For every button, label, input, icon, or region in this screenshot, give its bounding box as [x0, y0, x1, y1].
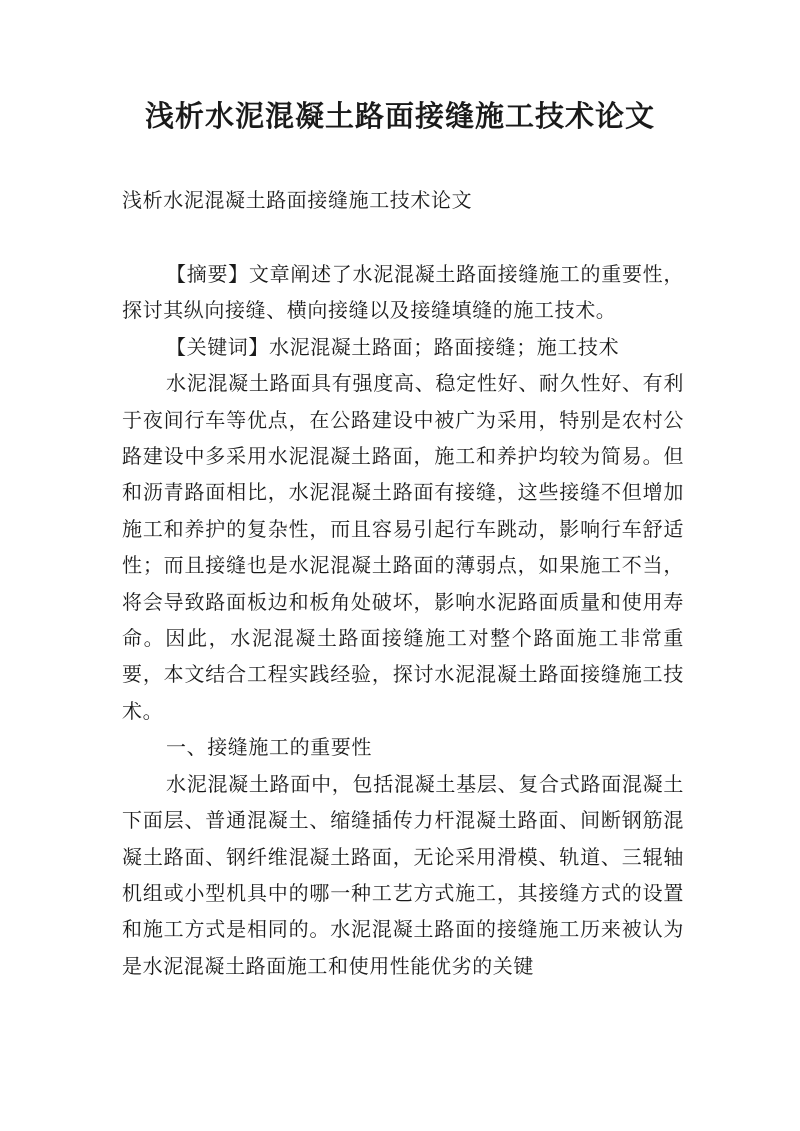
document-subtitle: 浅析水泥混凝土路面接缝施工技术论文 — [122, 188, 473, 212]
keywords-paragraph: 【关键词】水泥混凝土路面；路面接缝；施工技术 — [166, 334, 620, 359]
section-paragraph: 水泥混凝土路面中，包括混凝土基层、复合式路面混凝土下面层、普通混凝土、缩缝插传力杆混凝土路面、间断钢筋混凝土路面、钢纤维混凝土路面，无论采用滑模、轨道、三辊轴机组或小型机具中的哪一种工艺方式施工，其接缝方式的设置和施工方式是相同的。水泥混凝土路面的接缝施工历来被认为是水泥混凝土路面施工和使用性能优劣的关键 — [122, 771, 684, 978]
document-title: 浅析水泥混凝土路面接缝施工技术论文 — [144, 99, 655, 133]
section-heading: 一、接缝施工的重要性 — [166, 735, 372, 760]
intro-paragraph: 水泥混凝土路面具有强度高、稳定性好、耐久性好、有利于夜间行车等优点，在公路建设中被广为采用，特别是农村公路建设中多采用水泥混凝土路面，施工和养护均较为简易。但和沥青路面相比，水泥混凝土路面有接缝，这些接缝不但增加施工和养护的复杂性，而且容易引起行车跳动，影响行车舒适性；而且接缝也是水泥混凝土路面的薄弱点，如果施工不当，将会导致路面板边和板角处破坏，影响水泥路面质量和使用寿命。因此，水泥混凝土路面接缝施工对整个路面施工非常重要，本文结合工程实践经验，探讨水泥混凝土路面接缝施工技术。 — [122, 371, 684, 723]
document-body — [122, 256, 684, 984]
abstract-paragraph: 【摘要】文章阐述了水泥混凝土路面接缝施工的重要性，探讨其纵向接缝、横向接缝以及接缝填缝的施工技术。 — [122, 262, 684, 323]
